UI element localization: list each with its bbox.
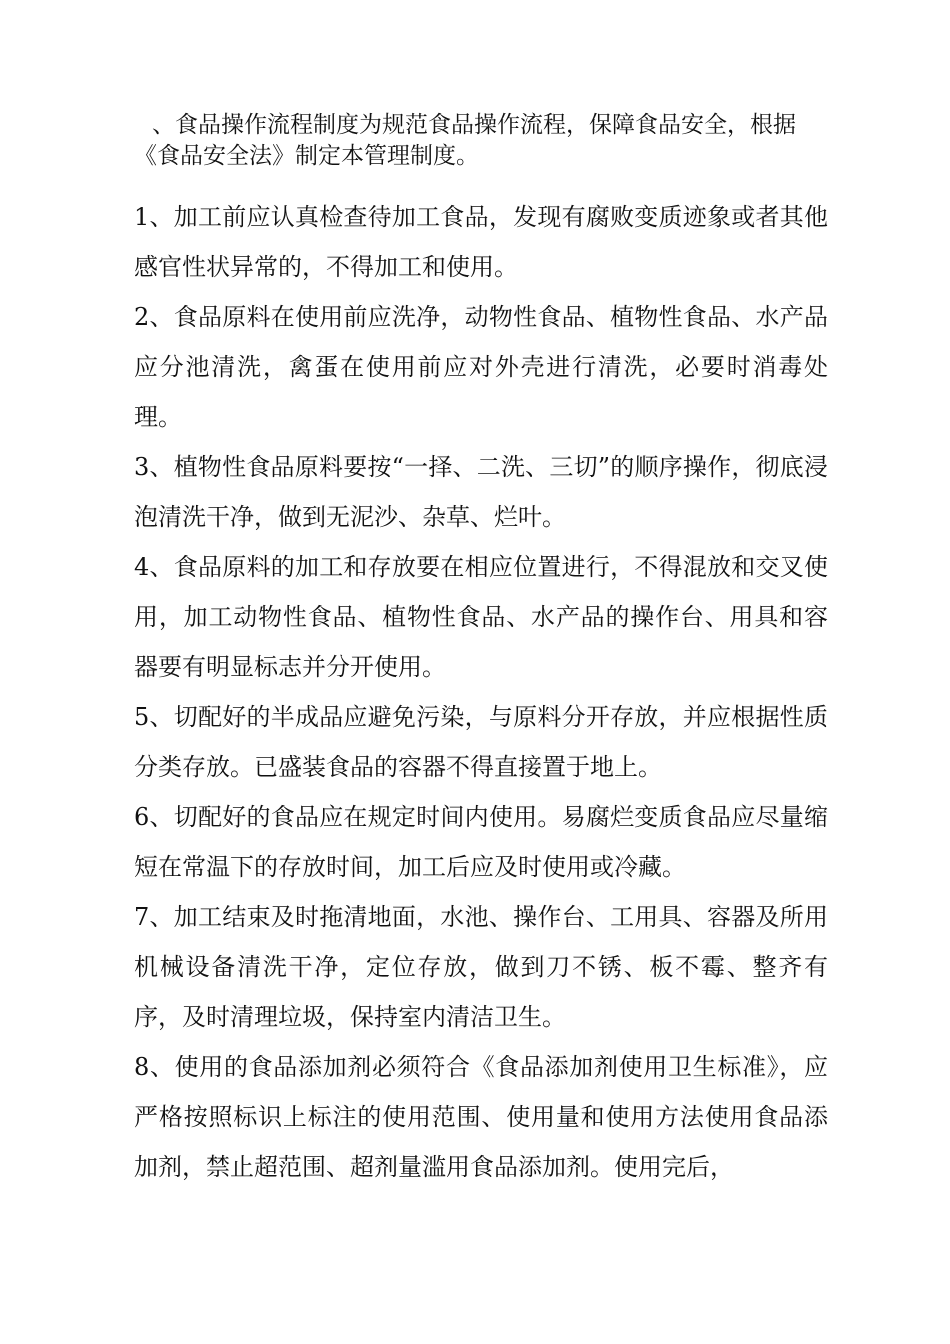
intro-text: 、食品操作流程制度为规范食品操作流程，保障食品安全，根据《食品安全法》制定本管理制度。 <box>134 112 796 169</box>
item-text: 切配好的食品应在规定时间内使用。易腐烂变质食品应尽量缩短在常温下的存放时间，加工后应及时使用或冷藏。 <box>134 803 828 881</box>
item-text: 加工结束及时拖清地面，水池、操作台、工用具、容器及所用机械设备清洗干净，定位存放，做到刀不锈、板不霉、整齐有序，及时清理垃圾，保持室内清洁卫生。 <box>134 903 828 1031</box>
item-number: 5、 <box>134 703 174 731</box>
item-number: 7、 <box>134 903 174 931</box>
item-text: 植物性食品原料要按“一择、二洗、三切”的顺序操作，彻底浸泡清洗干净，做到无泥沙、杂草、烂叶。 <box>134 453 828 531</box>
item-number: 3、 <box>134 453 174 481</box>
item-text: 切配好的半成品应避免污染，与原料分开存放，并应根据性质分类存放。已盛装食品的容器不得直接置于地上。 <box>134 703 828 781</box>
item-number: 6、 <box>134 803 174 831</box>
list-item <box>134 542 828 692</box>
list-item <box>134 692 828 792</box>
item-number: 4、 <box>134 553 174 581</box>
intro-paragraph <box>134 110 828 172</box>
list-item <box>134 1042 828 1192</box>
list-item <box>134 192 828 292</box>
list-item <box>134 442 828 542</box>
item-number: 1、 <box>134 203 174 231</box>
item-text: 食品原料在使用前应洗净，动物性食品、植物性食品、水产品应分池清洗，禽蛋在使用前应对外壳进行清洗，必要时消毒处理。 <box>134 303 828 431</box>
item-text: 加工前应认真检查待加工食品，发现有腐败变质迹象或者其他感官性状异常的，不得加工和使用。 <box>134 203 828 281</box>
document-body <box>134 110 828 1192</box>
list-item <box>134 792 828 892</box>
list-item <box>134 892 828 1042</box>
item-text: 食品原料的加工和存放要在相应位置进行，不得混放和交叉使用，加工动物性食品、植物性食品、水产品的操作台、用具和容器要有明显标志并分开使用。 <box>134 553 828 681</box>
item-number: 8、 <box>134 1053 175 1081</box>
item-number: 2、 <box>134 303 174 331</box>
item-text: 使用的食品添加剂必须符合《食品添加剂使用卫生标准》，应严格按照标识上标注的使用范围、使用量和使用方法使用食品添加剂，禁止超范围、超剂量滥用食品添加剂。使用完后， <box>134 1053 828 1181</box>
list-item <box>134 292 828 442</box>
